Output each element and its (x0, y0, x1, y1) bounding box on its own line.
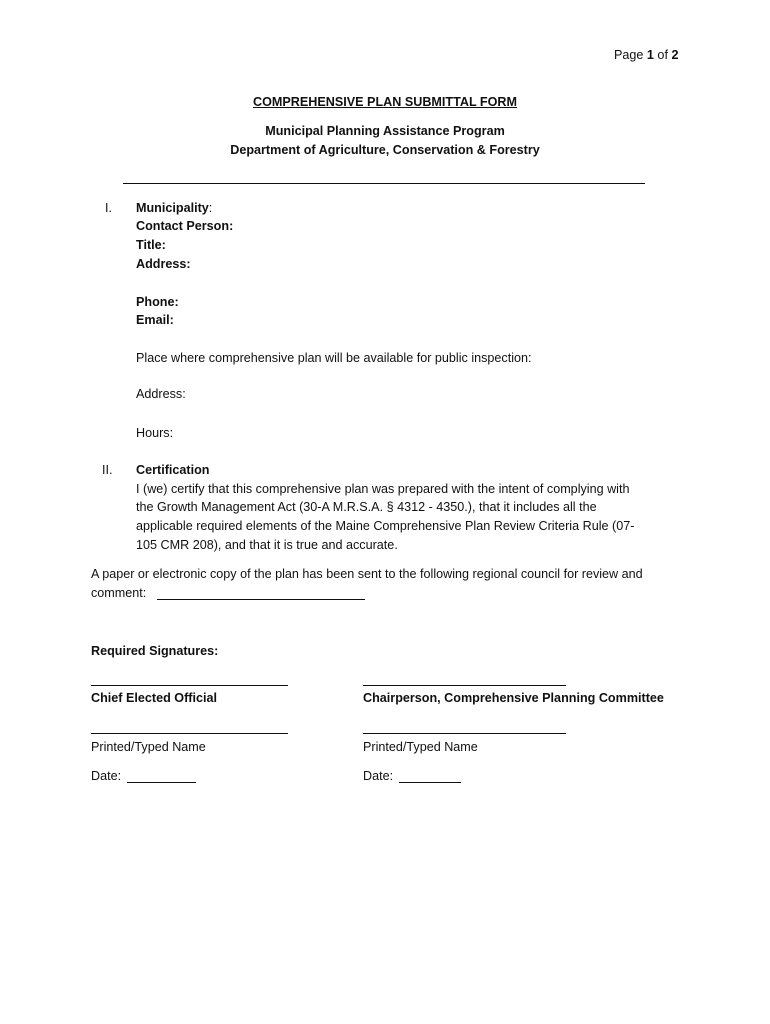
page-total: 2 (671, 48, 679, 62)
left-printed-name-label: Printed/Typed Name (91, 740, 206, 754)
page-current: 1 (646, 48, 654, 62)
page-prefix: Page (614, 48, 647, 62)
left-date-line[interactable] (127, 782, 196, 783)
regional-council-line-1: A paper or electronic copy of the plan has been sent to the following regional council for review and (91, 567, 643, 581)
chief-elected-signature-line[interactable] (91, 685, 288, 686)
chairperson-label: Chairperson, Comprehensive Planning Committee (363, 691, 664, 705)
right-printed-name-line[interactable] (363, 733, 566, 734)
regional-council-line-2 (91, 586, 146, 600)
department-name: Department of Agriculture, Conservation & Forestry (230, 143, 540, 157)
public-inspection-text: Place where comprehensive plan will be available for public inspection: (136, 351, 532, 365)
chief-elected-official-label: Chief Elected Official (91, 691, 217, 705)
right-printed-name-label: Printed/Typed Name (363, 740, 478, 754)
section-2-numeral: II. (102, 463, 113, 477)
left-date-label: Date: (91, 769, 122, 783)
inspection-hours-label: Hours: (136, 426, 174, 440)
regional-council-comment-label: comment: (91, 586, 147, 600)
certification-heading: Certification (136, 463, 210, 477)
inspection-address-label: Address: (136, 387, 186, 401)
municipality-label: Municipality (136, 201, 209, 215)
municipality-colon: : (208, 201, 213, 215)
regional-council-blank[interactable] (157, 599, 365, 600)
title-label: Title: (136, 238, 166, 252)
right-date-label: Date: (363, 769, 394, 783)
certification-line-2: the Growth Management Act (30-A M.R.S.A. § 4312 - 4350.), that it includes all the (136, 500, 597, 514)
page-middle: of (653, 48, 672, 62)
left-printed-name-line[interactable] (91, 733, 288, 734)
phone-label: Phone: (136, 295, 179, 309)
chairperson-signature-line[interactable] (363, 685, 566, 686)
section-1-numeral: I. (105, 201, 112, 215)
certification-line-4: 105 CMR 208), and that it is true and accurate. (136, 538, 398, 552)
program-name: Municipal Planning Assistance Program (265, 124, 505, 138)
right-date-line[interactable] (399, 782, 461, 783)
municipality-field (136, 201, 212, 215)
contact-person-label: Contact Person: (136, 219, 234, 233)
page-indicator (614, 48, 678, 62)
certification-line-3: applicable required elements of the Maine Comprehensive Plan Review Criteria Rule (07- (136, 519, 635, 533)
header-divider (123, 183, 645, 184)
certification-line-1: I (we) certify that this comprehensive plan was prepared with the intent of complying with (136, 482, 630, 496)
email-label: Email: (136, 313, 174, 327)
address-label: Address: (136, 257, 191, 271)
form-title: COMPREHENSIVE PLAN SUBMITTAL FORM (252, 95, 517, 109)
signatures-heading: Required Signatures: (91, 644, 219, 658)
